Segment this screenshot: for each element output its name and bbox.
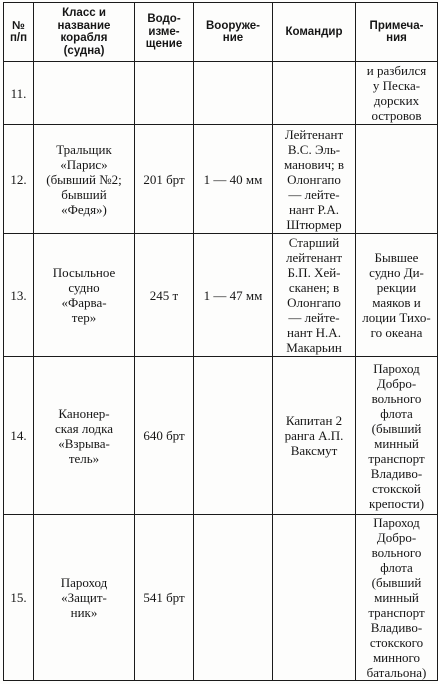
table-row	[4, 357, 438, 515]
cell-commander: Старший лейтенант Б.П. Хей- сканен; в Олонгапо — лейте- нант Н.А. Макарьин	[273, 234, 356, 357]
cell-displacement: 201 брт	[135, 125, 194, 234]
cell-class-name: Канонер- ская лодка «Взрыва- тель»	[34, 357, 135, 515]
cell-armament: 1 — 40 мм	[194, 125, 273, 234]
cell-armament	[194, 62, 273, 125]
cell-displacement	[135, 62, 194, 125]
cell-class-name	[34, 62, 135, 125]
cell-commander: Лейтенант В.С. Эль- манович; в Олонгапо — лейте- нант Р.А. Штюрмер	[273, 125, 356, 234]
cell-class-name: Пароход «Защит- ник»	[34, 515, 135, 681]
cell-num: 13.	[4, 234, 34, 357]
cell-commander	[273, 62, 356, 125]
cell-armament	[194, 515, 273, 681]
cell-num: 11.	[4, 62, 34, 125]
table-row	[4, 62, 438, 125]
header-class-name: Класс и название корабля (судна)	[34, 3, 135, 62]
header-commander: Командир	[273, 3, 356, 62]
cell-notes: Бывшее судно Ди- рекции маяков и лоции Тихо- го океана	[356, 234, 438, 357]
header-armament: Вооруже- ние	[194, 3, 273, 62]
header-num: № п/п	[4, 3, 34, 62]
cell-armament: 1 — 47 мм	[194, 234, 273, 357]
cell-commander	[273, 515, 356, 681]
cell-num: 15.	[4, 515, 34, 681]
header-displacement: Водо- изме- щение	[135, 3, 194, 62]
cell-displacement: 640 брт	[135, 357, 194, 515]
cell-notes: и разбился у Песка- дорских островов	[356, 62, 438, 125]
header-notes: Примеча- ния	[356, 3, 438, 62]
cell-armament	[194, 357, 273, 515]
table-header-row	[4, 3, 438, 62]
cell-num: 12.	[4, 125, 34, 234]
cell-num: 14.	[4, 357, 34, 515]
cell-notes	[356, 125, 438, 234]
table-row	[4, 234, 438, 357]
ships-table	[3, 2, 438, 681]
cell-class-name: Посыльное судно «Фарва- тер»	[34, 234, 135, 357]
cell-notes: Пароход Добро- вольного флота (бывший минный транспорт Владиво- стокского минного батальона)	[356, 515, 438, 681]
cell-displacement: 245 т	[135, 234, 194, 357]
cell-displacement: 541 брт	[135, 515, 194, 681]
cell-class-name: Тральщик «Парис» (бывший №2; бывший «Федя»)	[34, 125, 135, 234]
cell-notes: Пароход Добро- вольного флота (бывший минный транспорт Владиво- стокской крепости)	[356, 357, 438, 515]
table-row	[4, 125, 438, 234]
cell-commander: Капитан 2 ранга А.П. Ваксмут	[273, 357, 356, 515]
table-row	[4, 515, 438, 681]
